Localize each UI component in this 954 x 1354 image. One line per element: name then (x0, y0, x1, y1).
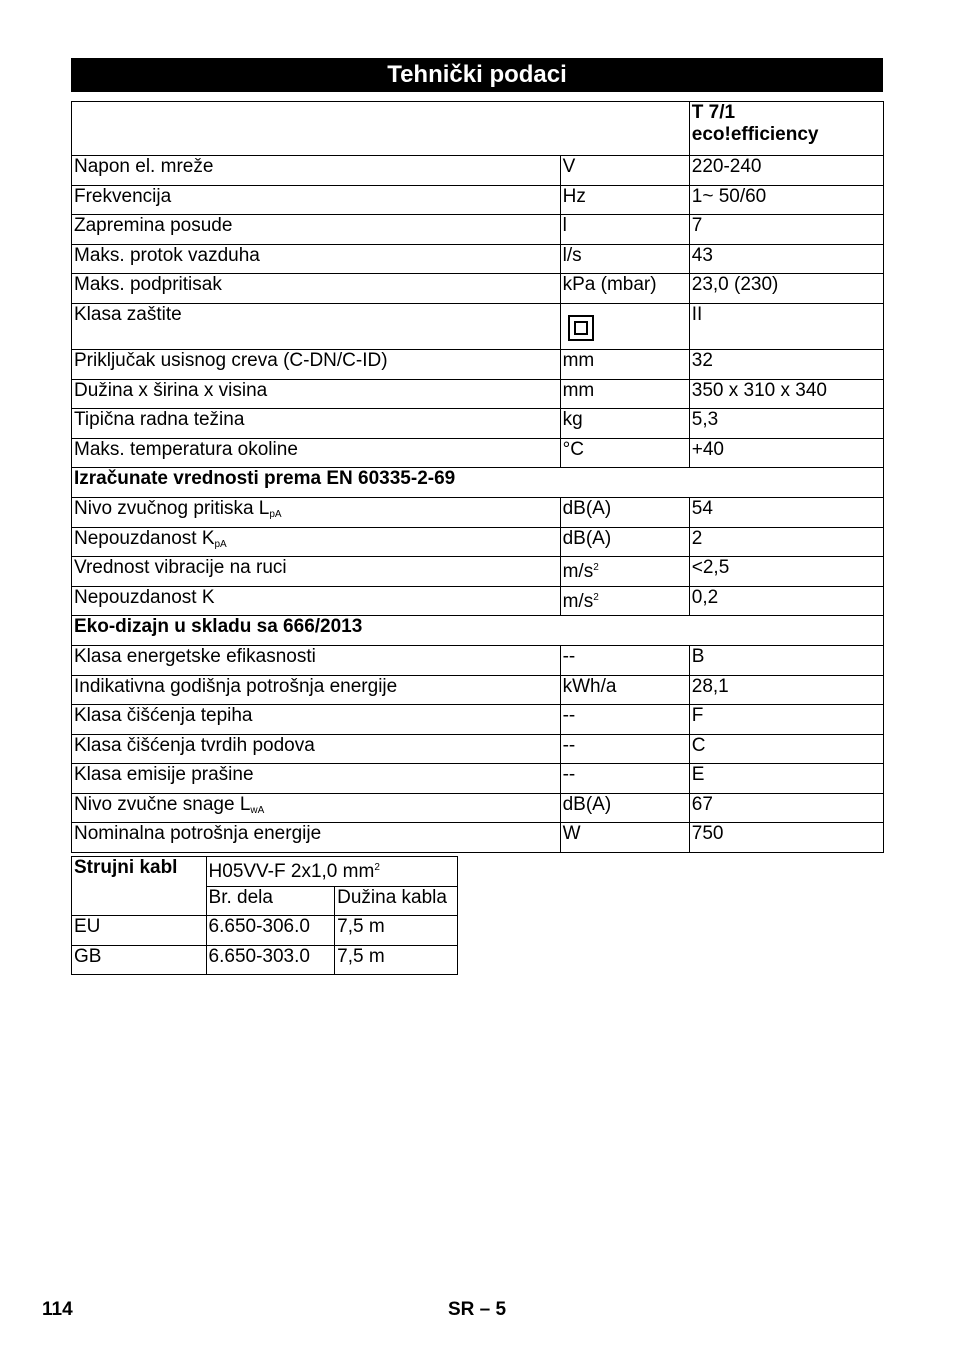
row-value: 0,2 (689, 586, 883, 616)
model-name: T 7/1 (691, 102, 736, 123)
table-row (72, 734, 884, 764)
row-value: 220-240 (689, 156, 883, 186)
row-value: 67 (689, 793, 883, 823)
table-row (72, 586, 884, 616)
cable-length: 7,5 m (335, 916, 458, 946)
row-unit (560, 557, 689, 587)
table-row (72, 185, 884, 215)
cable-part-number: 6.650-303.0 (206, 945, 335, 975)
row-value: 5,3 (689, 409, 883, 439)
row-unit-superscript: 2 (593, 591, 599, 603)
table-row (72, 409, 884, 439)
row-value: II (689, 303, 883, 349)
model-variant: eco!efficiency (691, 124, 819, 145)
row-unit: Hz (560, 185, 689, 215)
header-empty-cell (72, 102, 690, 156)
row-unit: W (560, 823, 689, 853)
row-label: Vrednost vibracije na ruci (72, 557, 561, 587)
row-label-text: Nepouzdanost K (74, 527, 215, 549)
table-row-protection (72, 303, 884, 349)
col-header-length: Dužina kabla (335, 886, 458, 916)
row-value: 750 (689, 823, 883, 853)
row-value: 43 (689, 244, 883, 274)
row-unit: -- (560, 645, 689, 675)
row-label: Klasa emisije prašine (72, 764, 561, 794)
row-label-text: Nivo zvučne snage L (74, 793, 251, 815)
table-row (72, 527, 884, 557)
section-heading-noise: Izračunate vrednosti prema EN 60335-2-69 (72, 468, 884, 498)
row-label: Maks. temperatura okoline (72, 438, 561, 468)
table-header-row (72, 102, 884, 156)
table-row (72, 945, 458, 975)
row-unit: -- (560, 734, 689, 764)
table-row (72, 705, 884, 735)
cable-type-superscript: 2 (374, 862, 380, 873)
row-value: +40 (689, 438, 883, 468)
model-cell (689, 102, 883, 156)
row-value: 2 (689, 527, 883, 557)
row-unit (560, 303, 689, 349)
row-label: Maks. protok vazduha (72, 244, 561, 274)
row-value: 7 (689, 215, 883, 245)
cable-region: GB (72, 945, 207, 975)
row-unit-text: m/s (562, 590, 594, 612)
row-value: 28,1 (689, 675, 883, 705)
row-unit: kWh/a (560, 675, 689, 705)
cable-type (206, 857, 457, 887)
row-value: E (689, 764, 883, 794)
row-unit: l/s (560, 244, 689, 274)
table-row (72, 244, 884, 274)
row-value: B (689, 645, 883, 675)
table-row (72, 497, 884, 527)
cable-header: Strujni kabl (72, 857, 207, 916)
row-unit: mm (560, 349, 689, 379)
row-unit: V (560, 156, 689, 186)
table-row (72, 645, 884, 675)
row-label: Klasa čišćenja tvrdih podova (72, 734, 561, 764)
row-label (72, 497, 561, 527)
cable-table (71, 856, 458, 975)
row-unit: kg (560, 409, 689, 439)
table-row (72, 793, 884, 823)
cable-type-text: H05VV-F 2x1,0 mm (208, 861, 375, 882)
spec-table (71, 101, 884, 853)
row-value: F (689, 705, 883, 735)
row-unit: dB(A) (560, 497, 689, 527)
table-row (72, 349, 884, 379)
row-unit: mm (560, 379, 689, 409)
row-label: Klasa energetske efikasnosti (72, 645, 561, 675)
row-label-subscript: pA (269, 508, 282, 520)
row-label-subscript: pA (214, 538, 227, 550)
row-unit: -- (560, 764, 689, 794)
row-label: Dužina x širina x visina (72, 379, 561, 409)
row-label (72, 527, 561, 557)
page-number: 114 (42, 1299, 73, 1320)
row-unit: °C (560, 438, 689, 468)
cable-part-number: 6.650-306.0 (206, 916, 335, 946)
row-label: Tipična radna težina (72, 409, 561, 439)
table-row (72, 274, 884, 304)
section-header-row (72, 616, 884, 646)
cable-header-row (72, 857, 458, 887)
row-label: Klasa čišćenja tepiha (72, 705, 561, 735)
table-row (72, 823, 884, 853)
row-value: 1~ 50/60 (689, 185, 883, 215)
section-page-label: SR – 5 (448, 1299, 507, 1320)
row-unit-text: m/s (562, 561, 594, 583)
section-header-row (72, 468, 884, 498)
row-label: Maks. podpritisak (72, 274, 561, 304)
row-unit (560, 586, 689, 616)
protection-class-2-icon (568, 315, 594, 341)
row-label: Klasa zaštite (72, 303, 561, 349)
row-unit: dB(A) (560, 527, 689, 557)
row-label: Zapremina posude (72, 215, 561, 245)
page-title: Tehnički podaci (71, 58, 883, 92)
row-value: 32 (689, 349, 883, 379)
row-label: Priključak usisnog creva (C-DN/C-ID) (72, 349, 561, 379)
row-value: <2,5 (689, 557, 883, 587)
table-row (72, 916, 458, 946)
row-unit: -- (560, 705, 689, 735)
cable-length: 7,5 m (335, 945, 458, 975)
row-value: 23,0 (230) (689, 274, 883, 304)
row-unit: kPa (mbar) (560, 274, 689, 304)
row-label: Nominalna potrošnja energije (72, 823, 561, 853)
section-heading-ecodesign: Eko-dizajn u skladu sa 666/2013 (72, 616, 884, 646)
row-unit: dB(A) (560, 793, 689, 823)
table-row (72, 438, 884, 468)
row-label-subscript: wA (250, 804, 265, 816)
table-row (72, 557, 884, 587)
row-value: C (689, 734, 883, 764)
table-row (72, 379, 884, 409)
row-value: 350 x 310 x 340 (689, 379, 883, 409)
row-unit: l (560, 215, 689, 245)
table-row (72, 675, 884, 705)
col-header-part: Br. dela (206, 886, 335, 916)
row-label: Frekvencija (72, 185, 561, 215)
row-label-text: Nivo zvučnog pritiska L (74, 497, 270, 519)
table-row (72, 764, 884, 794)
row-label: Nepouzdanost K (72, 586, 561, 616)
row-label: Indikativna godišnja potrošnja energije (72, 675, 561, 705)
table-row (72, 215, 884, 245)
row-label: Napon el. mreže (72, 156, 561, 186)
row-unit-superscript: 2 (593, 562, 599, 574)
row-value: 54 (689, 497, 883, 527)
cable-region: EU (72, 916, 207, 946)
table-row (72, 156, 884, 186)
row-label (72, 793, 561, 823)
